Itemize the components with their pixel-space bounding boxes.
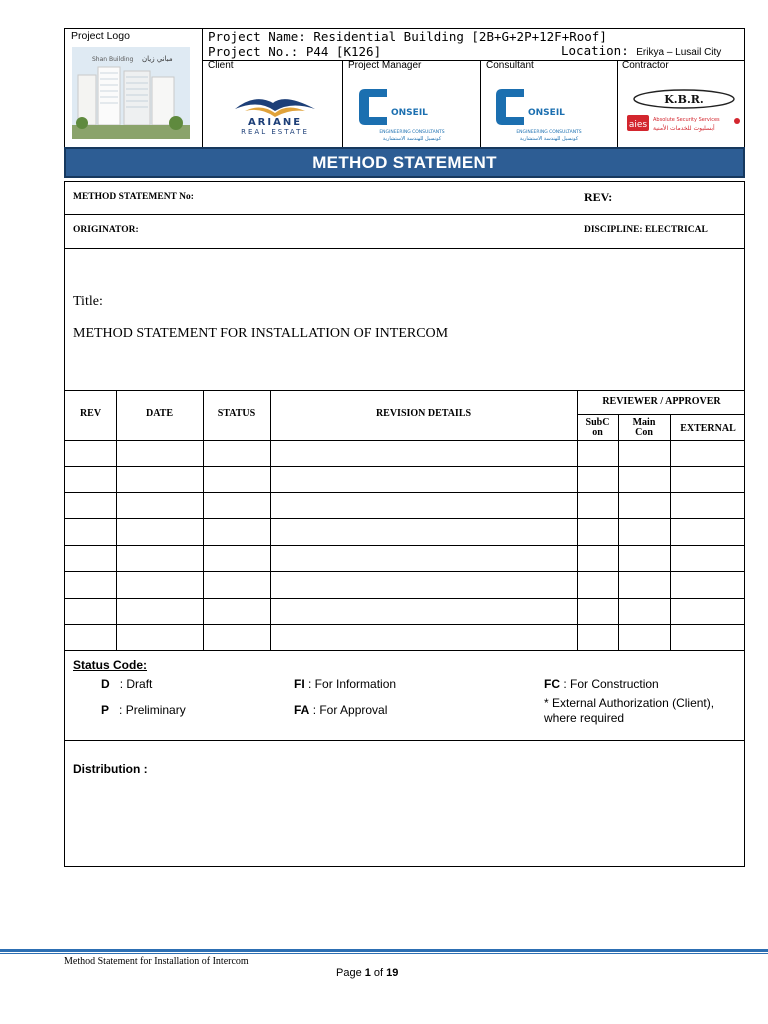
distribution-label: Distribution :	[73, 762, 148, 776]
col-rev: REV	[79, 408, 102, 419]
col-reviewer-approver: REVIEWER / APPROVER	[602, 396, 721, 407]
project-logo-label: Project Logo	[71, 30, 130, 42]
title-label: Title:	[73, 294, 103, 309]
svg-text:كونسيل للهندسة الاستشارية: كونسيل للهندسة الاستشارية	[519, 136, 579, 141]
col-subcon: SubC on	[585, 417, 610, 438]
project-manager-label: Project Manager	[348, 60, 422, 71]
status-draft: D : Draft	[101, 677, 153, 691]
project-number: Project No.: P44 [K126]	[208, 44, 382, 59]
status-code-heading: Status Code:	[73, 658, 148, 672]
project-header	[64, 28, 745, 148]
status-for-information: FI : For Information	[294, 677, 397, 691]
col-maincon: Main Con	[632, 417, 656, 438]
svg-text:ONSEIL: ONSEIL	[528, 108, 565, 118]
col-status: STATUS	[217, 408, 256, 419]
ariane-logo	[225, 89, 325, 135]
svg-text:أبسليوت للخدمات الأمنية: أبسليوت للخدمات الأمنية	[653, 125, 715, 132]
svg-text:ENGINEERING CONSULTANTS: ENGINEERING CONSULTANTS	[379, 130, 445, 135]
contractor-label: Contractor	[622, 60, 669, 71]
project-building-image	[72, 47, 190, 139]
svg-text:Absolute Security Services: Absolute Security Services	[653, 117, 720, 123]
svg-text:aies: aies	[628, 120, 648, 130]
client-label: Client	[208, 60, 234, 71]
status-external-note: where required	[544, 711, 625, 725]
svg-text:K.B.R.: K.B.R.	[664, 93, 704, 106]
project-location: Location: Erikya – Lusail City	[561, 43, 722, 58]
col-external: EXTERNAL	[680, 423, 736, 434]
footer-rule-thin	[0, 953, 768, 954]
svg-text:كونسيل للهندسة الاستشارية: كونسيل للهندسة الاستشارية	[382, 136, 442, 141]
status-external-authorization: * External Authorization (Client),	[544, 696, 715, 710]
building-caption: Shan Building	[92, 56, 134, 63]
svg-text:ARIANE: ARIANE	[247, 117, 303, 128]
project-name: Project Name: Residential Building [2B+G+2P+12F+Roof]	[208, 29, 607, 44]
originator-label: ORIGINATOR:	[73, 225, 139, 235]
footer-rule	[0, 949, 768, 952]
col-date: DATE	[145, 408, 174, 419]
ms-number-label: METHOD STATEMENT No:	[73, 192, 194, 202]
status-for-approval: FA : For Approval	[294, 703, 388, 717]
discipline-label: DISCIPLINE: ELECTRICAL	[584, 225, 708, 235]
conseil-logo-consultant	[494, 85, 604, 141]
footer-document-title: Method Statement for Installation of Intercom	[64, 956, 249, 967]
svg-text:REAL ESTATE: REAL ESTATE	[241, 128, 309, 135]
status-preliminary: P : Preliminary	[101, 703, 186, 717]
method-statement-banner: METHOD STATEMENT	[64, 147, 745, 178]
consultant-label: Consultant	[486, 60, 534, 71]
page-number: Page 1 of 19	[336, 967, 399, 979]
col-revision-details: REVISION DETAILS	[375, 408, 472, 419]
conseil-logo-pm	[357, 85, 467, 141]
document-title: METHOD STATEMENT FOR INSTALLATION OF INTERCOM	[73, 326, 449, 341]
rev-label: REV:	[584, 190, 613, 204]
building-caption-arabic: مباني زيان	[142, 55, 173, 63]
svg-text:ONSEIL: ONSEIL	[391, 108, 428, 118]
kbr-aies-logo	[625, 87, 743, 143]
svg-text:ENGINEERING CONSULTANTS: ENGINEERING CONSULTANTS	[516, 130, 582, 135]
status-for-construction: FC : For Construction	[544, 677, 659, 691]
method-statement-form	[64, 181, 745, 867]
